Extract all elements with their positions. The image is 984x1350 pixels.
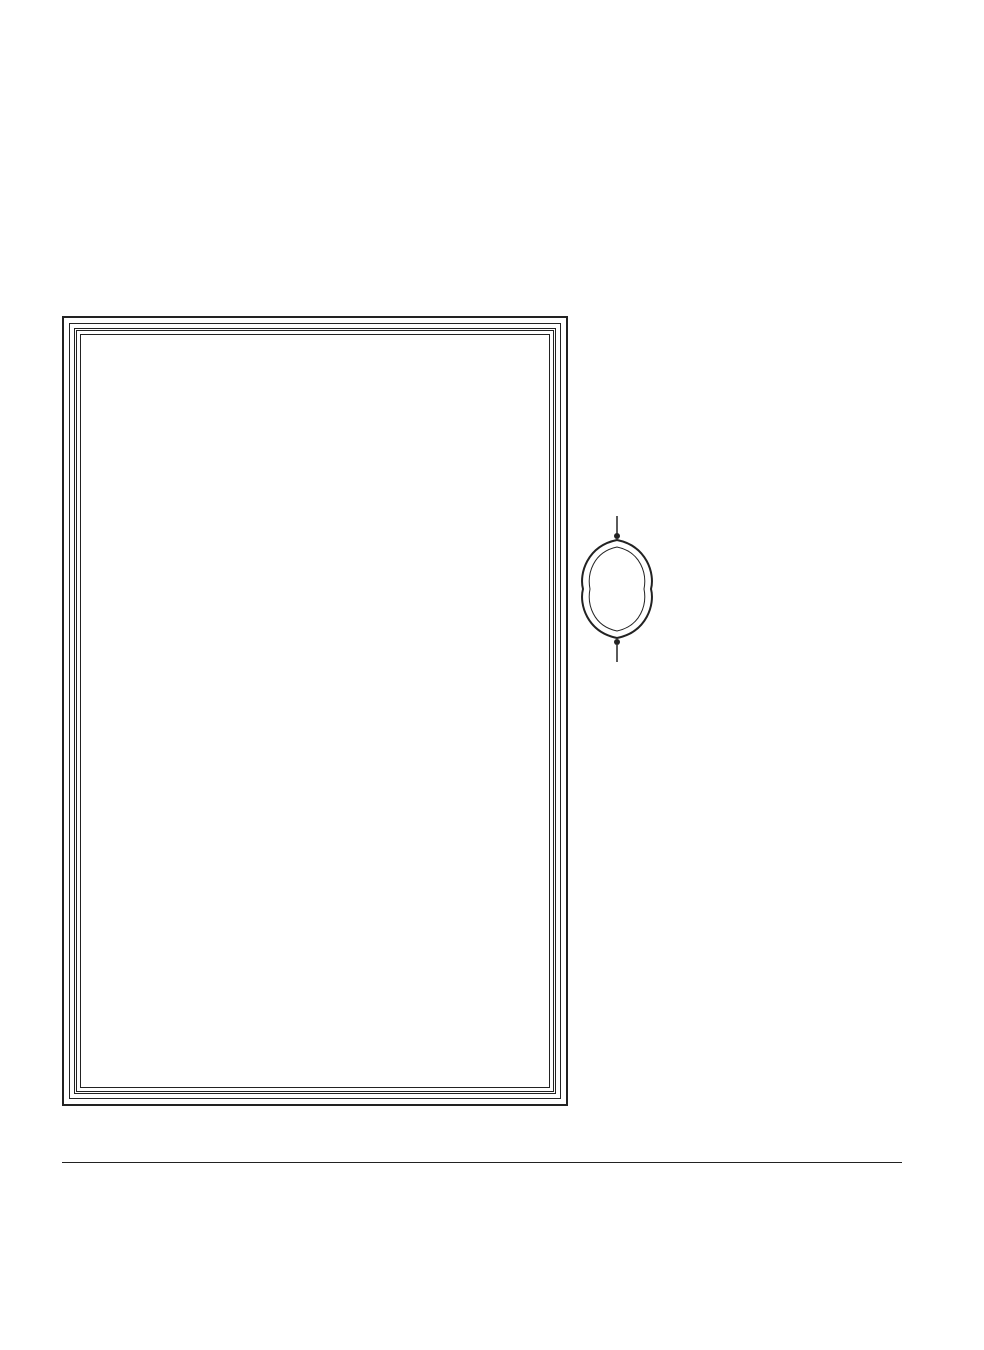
footnote-divider: [62, 1162, 902, 1163]
quran-text-frame: [62, 316, 568, 1106]
hizb-medallion-icon: [577, 514, 657, 664]
